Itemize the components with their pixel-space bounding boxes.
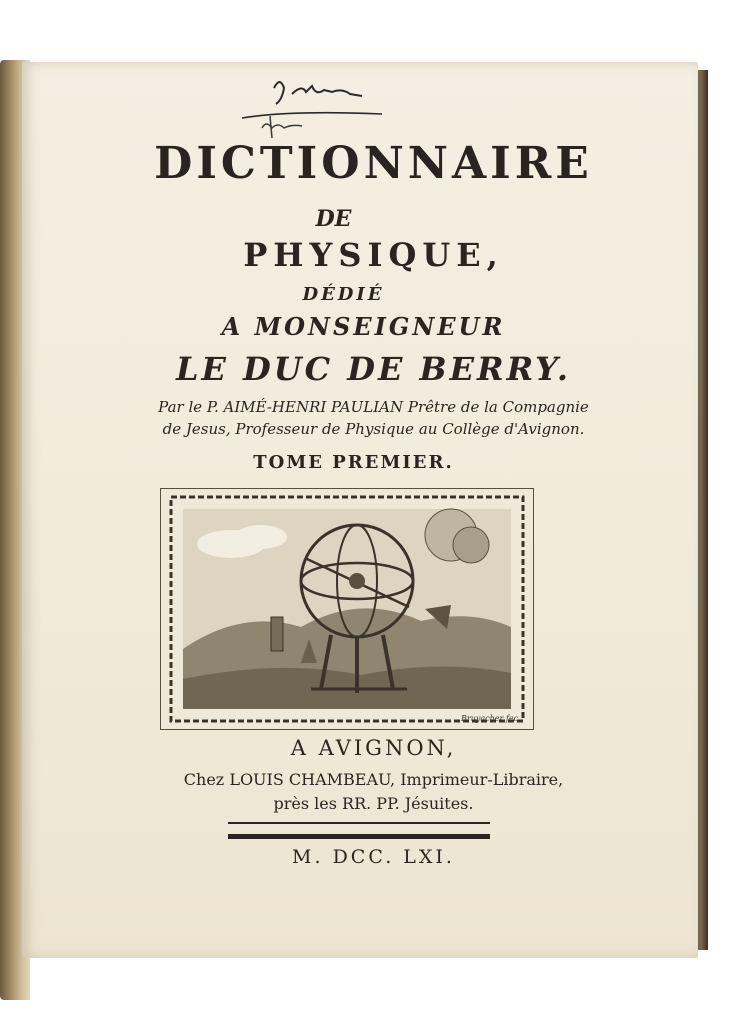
handwritten-signature [232, 70, 392, 140]
publication-year: M. DCC. LXI. [292, 846, 455, 868]
publisher-block [0, 768, 747, 816]
book-subject: PHYSIQUE, [243, 236, 504, 274]
engraver-credit: Bruyacher fec. [461, 714, 521, 723]
book-title: DICTIONNAIRE [154, 138, 593, 189]
volume-label: TOME PREMIER. [253, 452, 454, 473]
author-block [0, 396, 747, 440]
double-rule-divider [228, 822, 490, 839]
author-line-1: Par le P. AIMÉ-HENRI PAULIAN Prêtre de la Compagnie [158, 398, 589, 416]
author-line-2: de Jesus, Professeur de Physique au Collège d'Avignon. [162, 420, 585, 438]
publisher-line-1: Chez LOUIS CHAMBEAU, Imprimeur-Libraire, [183, 770, 564, 789]
dedication-label: DÉDIÉ [302, 284, 385, 305]
dedicatee-title: A MONSEIGNEUR [221, 312, 506, 341]
place-of-publication: A AVIGNON, [290, 736, 457, 760]
dedicatee-name: LE DUC DE BERRY. [175, 350, 572, 388]
title-connector: DE [315, 206, 352, 232]
publisher-line-2: près les RR. PP. Jésuites. [273, 794, 474, 813]
armillary-sphere-engraving [160, 488, 534, 730]
